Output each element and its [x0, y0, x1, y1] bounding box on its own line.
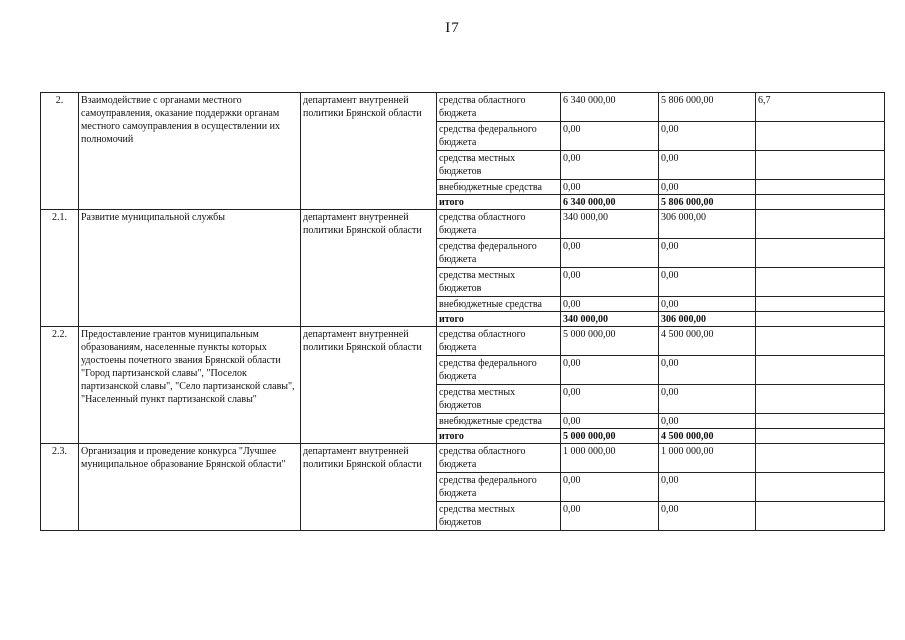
amount-allocated: 0,00: [659, 502, 756, 531]
table-row: [41, 210, 885, 239]
amount-allocated: 306 000,00: [659, 210, 756, 239]
item-number: 2.2.: [41, 327, 79, 444]
item-name: Взаимодействие с органами местного самоуправления, оказание поддержки органам местного самоуправления в осуществлении их полномочий: [79, 93, 301, 210]
amount-planned: 0,00: [561, 297, 659, 312]
table-row: [41, 93, 885, 122]
amount-allocated: 0,00: [659, 473, 756, 502]
indicator-ref: [756, 297, 885, 312]
table-row: [41, 444, 885, 473]
amount-planned: 5 000 000,00: [561, 327, 659, 356]
table-row: [41, 327, 885, 356]
indicator-ref: [756, 473, 885, 502]
indicator-ref: [756, 210, 885, 239]
funding-source: средства федерального бюджета: [437, 239, 561, 268]
amount-planned: 0,00: [561, 122, 659, 151]
amount-planned: 0,00: [561, 502, 659, 531]
item-number: 2.: [41, 93, 79, 210]
item-number: 2.3.: [41, 444, 79, 531]
amount-planned: 6 340 000,00: [561, 195, 659, 210]
funding-source: средства областного бюджета: [437, 93, 561, 122]
amount-allocated: 0,00: [659, 180, 756, 195]
amount-allocated: 4 500 000,00: [659, 429, 756, 444]
indicator-ref: [756, 122, 885, 151]
indicator-ref: [756, 429, 885, 444]
indicator-ref: [756, 239, 885, 268]
indicator-ref: 6,7: [756, 93, 885, 122]
funding-source: внебюджетные средства: [437, 180, 561, 195]
amount-planned: 0,00: [561, 268, 659, 297]
amount-planned: 0,00: [561, 239, 659, 268]
item-number: 2.1.: [41, 210, 79, 327]
item-executor: департамент внутренней политики Брянской области: [301, 444, 437, 531]
amount-allocated: 4 500 000,00: [659, 327, 756, 356]
funding-source: средства местных бюджетов: [437, 385, 561, 414]
amount-allocated: 0,00: [659, 122, 756, 151]
item-executor: департамент внутренней политики Брянской области: [301, 210, 437, 327]
amount-allocated: 0,00: [659, 356, 756, 385]
funding-source: итого: [437, 312, 561, 327]
amount-planned: 6 340 000,00: [561, 93, 659, 122]
amount-allocated: 0,00: [659, 297, 756, 312]
amount-planned: 0,00: [561, 414, 659, 429]
funding-source: итого: [437, 429, 561, 444]
funding-source: средства областного бюджета: [437, 327, 561, 356]
amount-planned: 0,00: [561, 151, 659, 180]
amount-planned: 0,00: [561, 180, 659, 195]
indicator-ref: [756, 195, 885, 210]
funding-source: средства местных бюджетов: [437, 151, 561, 180]
funding-source: внебюджетные средства: [437, 297, 561, 312]
amount-allocated: 0,00: [659, 268, 756, 297]
amount-planned: 1 000 000,00: [561, 444, 659, 473]
amount-allocated: 5 806 000,00: [659, 195, 756, 210]
amount-planned: 340 000,00: [561, 312, 659, 327]
amount-planned: 0,00: [561, 385, 659, 414]
indicator-ref: [756, 502, 885, 531]
indicator-ref: [756, 444, 885, 473]
amount-allocated: 1 000 000,00: [659, 444, 756, 473]
funding-source: средства местных бюджетов: [437, 502, 561, 531]
indicator-ref: [756, 268, 885, 297]
amount-planned: 340 000,00: [561, 210, 659, 239]
funding-source: средства местных бюджетов: [437, 268, 561, 297]
item-name: Организация и проведение конкурса "Лучшее муниципальное образование Брянской области": [79, 444, 301, 531]
amount-allocated: 5 806 000,00: [659, 93, 756, 122]
amount-allocated: 0,00: [659, 414, 756, 429]
item-executor: департамент внутренней политики Брянской области: [301, 327, 437, 444]
funding-source: средства федерального бюджета: [437, 473, 561, 502]
funding-source: средства федерального бюджета: [437, 122, 561, 151]
funding-source: средства областного бюджета: [437, 210, 561, 239]
indicator-ref: [756, 312, 885, 327]
funding-source: средства областного бюджета: [437, 444, 561, 473]
funding-source: итого: [437, 195, 561, 210]
indicator-ref: [756, 151, 885, 180]
amount-allocated: 306 000,00: [659, 312, 756, 327]
page-number: I7: [445, 20, 460, 36]
indicator-ref: [756, 414, 885, 429]
indicator-ref: [756, 327, 885, 356]
indicator-ref: [756, 180, 885, 195]
amount-allocated: 0,00: [659, 151, 756, 180]
budget-table: [40, 92, 885, 531]
amount-planned: 0,00: [561, 473, 659, 502]
amount-planned: 0,00: [561, 356, 659, 385]
indicator-ref: [756, 356, 885, 385]
funding-source: средства федерального бюджета: [437, 356, 561, 385]
item-executor: департамент внутренней политики Брянской области: [301, 93, 437, 210]
item-name: Предоставление грантов муниципальным образованиям, населенные пункты которых удостоены почетного звания Брянской области "Город партизанской славы", "Поселок партизанской славы", "Село партизанской славы", "Населенный пункт партизанской славы": [79, 327, 301, 444]
amount-planned: 5 000 000,00: [561, 429, 659, 444]
funding-source: внебюджетные средства: [437, 414, 561, 429]
amount-allocated: 0,00: [659, 239, 756, 268]
item-name: Развитие муниципальной службы: [79, 210, 301, 327]
amount-allocated: 0,00: [659, 385, 756, 414]
indicator-ref: [756, 385, 885, 414]
